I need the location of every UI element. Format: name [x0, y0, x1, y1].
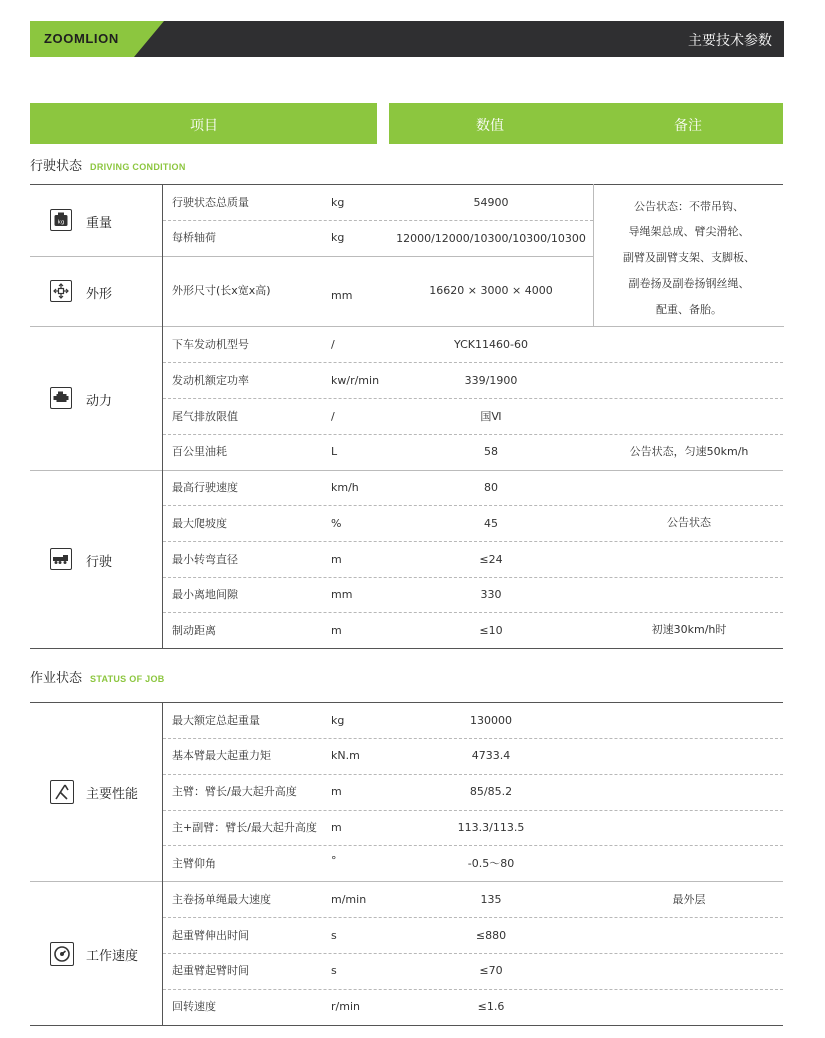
column-note-label: 备注	[674, 118, 702, 134]
brand-logo	[30, 21, 134, 57]
row-name: 主臂仰角	[172, 857, 216, 870]
row-name: 最高行驶速度	[172, 481, 238, 494]
row-name: 发动机额定功率	[172, 374, 249, 387]
row-value: ≤880	[475, 929, 507, 942]
row-divider	[163, 810, 783, 811]
row-value: ≤24	[479, 553, 503, 566]
column-value-label: 数值	[476, 118, 504, 134]
row-unit: %	[331, 517, 342, 530]
top-header-bar	[30, 21, 784, 57]
row-divider	[163, 612, 783, 613]
speedometer-icon	[50, 942, 74, 966]
weight-note-line: 配重、备胎。	[656, 303, 722, 316]
row-value: 80	[484, 481, 498, 494]
table-bottom-border	[30, 1025, 783, 1026]
row-unit: mm	[331, 588, 353, 601]
group-separator	[30, 256, 162, 257]
row-unit: s	[331, 929, 337, 942]
column-header-item	[30, 103, 377, 144]
row-divider	[163, 774, 783, 775]
row-divider	[163, 470, 783, 471]
row-unit: kg	[331, 714, 345, 727]
column-header-value-note	[389, 103, 783, 144]
table-top-border	[30, 702, 783, 703]
row-unit: /	[331, 410, 335, 423]
row-divider	[163, 738, 783, 739]
row-value: ≤10	[479, 624, 503, 637]
row-value: 330	[480, 588, 502, 601]
row-value: 12000/12000/10300/10300/10300	[396, 232, 586, 245]
table-bottom-border	[30, 648, 783, 649]
truck-icon	[50, 548, 72, 570]
group-label-power: 动力	[86, 394, 113, 409]
row-unit: m	[331, 821, 342, 834]
row-name: 百公里油耗	[172, 445, 227, 458]
section-title-job-en: STATUS OF JOB	[90, 674, 165, 684]
row-name: 主卷扬单绳最大速度	[172, 893, 271, 906]
row-name: 基本臂最大起重力矩	[172, 749, 271, 762]
row-unit: /	[331, 338, 335, 351]
row-divider	[163, 362, 783, 363]
row-divider	[163, 256, 593, 257]
row-name: 起重臂起臂时间	[172, 964, 249, 977]
row-name: 尾气排放限值	[172, 410, 238, 423]
row-unit: m	[331, 553, 342, 566]
row-value: -0.5～80	[467, 857, 515, 870]
row-divider	[163, 917, 783, 918]
row-value: 135	[480, 893, 502, 906]
row-unit: kg	[331, 231, 345, 244]
group-label-speed: 工作速度	[86, 949, 139, 964]
crane-boom-icon	[50, 780, 74, 804]
page-title: 主要技术参数	[688, 33, 772, 49]
row-unit: kN.m	[331, 749, 360, 762]
row-name: 起重臂伸出时间	[172, 929, 249, 942]
row-unit: km/h	[331, 481, 359, 494]
row-unit: s	[331, 964, 337, 977]
row-divider	[163, 398, 783, 399]
row-divider	[163, 434, 783, 435]
row-value: 54900	[473, 196, 509, 209]
row-name: 最小转弯直径	[172, 553, 238, 566]
weight-note-line: 导绳架总成、臂尖滑轮、	[628, 225, 750, 238]
section-title-driving-en: DRIVING CONDITION	[90, 162, 186, 172]
row-name: 行驶状态总质量	[172, 196, 249, 209]
row-divider	[163, 953, 783, 954]
row-name: 回转速度	[172, 1000, 216, 1013]
row-unit: kg	[331, 196, 345, 209]
column-item-label: 项目	[190, 118, 218, 134]
section-title-job-cn: 作业状态	[30, 671, 83, 686]
row-name: 最大额定总起重量	[172, 714, 260, 727]
row-divider	[163, 577, 783, 578]
row-name: 主臂：臂长/最大起升高度	[172, 785, 297, 798]
row-value: 113.3/113.5	[457, 821, 525, 834]
row-value: ≤70	[479, 964, 503, 977]
row-unit: kw/r/min	[331, 374, 380, 387]
row-note: 最外层	[672, 893, 706, 906]
row-note: 公告状态	[667, 516, 711, 529]
row-divider	[163, 845, 783, 846]
row-unit: m/min	[331, 893, 367, 906]
row-unit: m	[331, 785, 342, 798]
row-name: 外形尺寸(长x宽x高)	[172, 284, 271, 297]
brand-logo-text: ZOOMLION	[44, 31, 119, 46]
group-separator	[30, 881, 162, 882]
four-way-arrows-icon	[50, 280, 72, 302]
row-note: 公告状态，匀速50km/h	[629, 445, 749, 458]
row-divider	[163, 220, 593, 221]
row-name: 最小离地间隙	[172, 588, 238, 601]
table-divider-driving	[162, 184, 163, 649]
weight-note-line: 副卷扬及副卷扬钢丝绳、	[628, 277, 750, 290]
logo-tip-shape	[134, 21, 164, 57]
group-label-performance: 主要性能	[86, 787, 139, 802]
row-divider	[163, 541, 783, 542]
row-unit: °	[331, 854, 337, 867]
section-title-driving-cn: 行驶状态	[30, 159, 83, 174]
group-label-shape: 外形	[86, 287, 113, 302]
weight-note-line: 副臂及副臂支架、支脚板、	[623, 251, 755, 264]
row-name: 制动距离	[172, 624, 216, 637]
svg-text:kg: kg	[57, 219, 65, 226]
row-value: 16620 × 3000 × 4000	[429, 284, 553, 297]
row-value: 85/85.2	[469, 785, 513, 798]
row-value: 339/1900	[464, 374, 518, 387]
row-unit: r/min	[331, 1000, 360, 1013]
group-separator	[30, 470, 162, 471]
table-divider-job	[162, 702, 163, 1025]
row-unit: mm	[331, 289, 353, 302]
row-value: 130000	[470, 714, 512, 727]
weight-note-line: 公告状态：不带吊钩、	[634, 200, 744, 213]
row-name: 每桥轴荷	[172, 231, 216, 244]
row-unit: L	[331, 445, 338, 458]
row-divider	[163, 505, 783, 506]
weight-kg-icon	[50, 209, 72, 231]
group-label-drive: 行驶	[86, 555, 113, 570]
group-label-weight: 重量	[86, 216, 113, 231]
row-note: 初速30km/h时	[651, 623, 727, 636]
section-title-driving	[30, 155, 186, 174]
row-value: ≤1.6	[477, 1000, 505, 1013]
row-unit: m	[331, 624, 342, 637]
row-value: 国Ⅵ	[480, 410, 502, 423]
row-name: 主+副臂：臂长/最大起升高度	[172, 821, 317, 834]
row-name: 下车发动机型号	[172, 338, 249, 351]
row-divider	[163, 989, 783, 990]
row-value: 58	[484, 445, 498, 458]
group-separator	[30, 326, 162, 327]
row-value: YCK11460-60	[454, 338, 528, 351]
row-divider	[163, 881, 783, 882]
engine-icon	[50, 387, 72, 409]
section-title-job	[30, 667, 165, 686]
row-value: 45	[484, 517, 498, 530]
row-value: 4733.4	[471, 749, 511, 762]
row-name: 最大爬坡度	[172, 517, 227, 530]
